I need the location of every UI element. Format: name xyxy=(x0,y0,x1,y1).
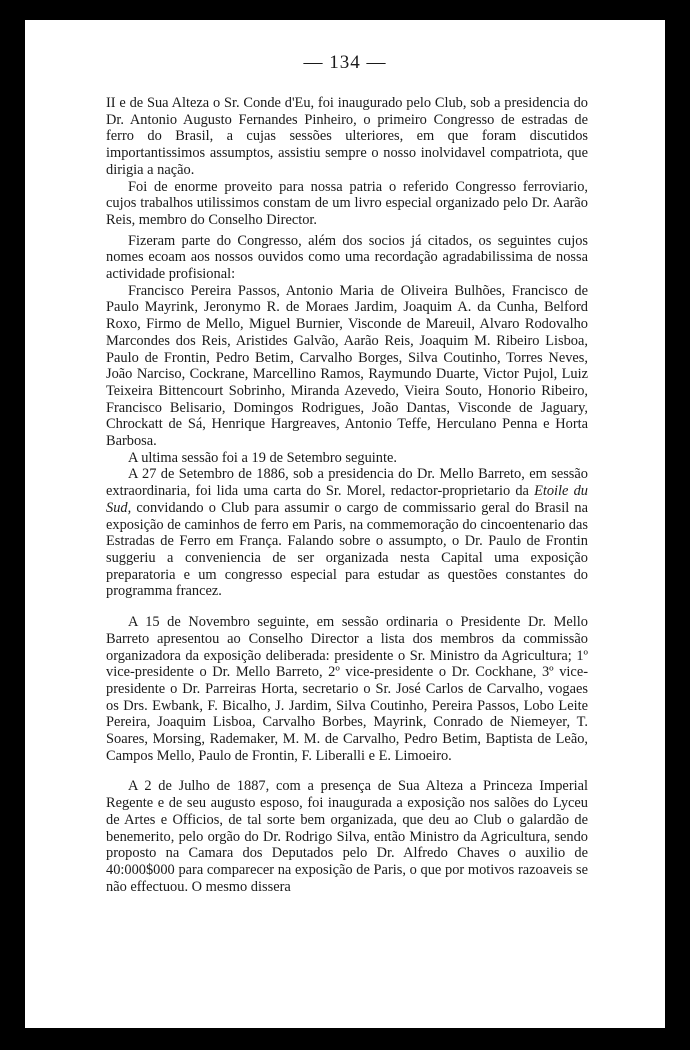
paragraph-6 xyxy=(106,466,588,600)
paragraph-3: Fizeram parte do Congresso, além dos socios já citados, os seguintes cujos nomes ecoam aos nossos ouvidos como uma recordação agradabilissima de nossa actividade profisional: xyxy=(106,232,588,283)
paragraph-6-end: convidando o Club para assumir o cargo de commissario geral do Brasil na exposição de caminhos de ferro em Paris, na commemoração do cincoentenario das Estradas de Ferro em França. Falando sobre o assumpto, o Dr. Paulo de Frontin suggeriu a conveniencia de ser organizada nesta Capital uma exposição preparatoria e um congresso especial para estudar as questões constantes do programma francez. xyxy=(106,499,588,600)
newspaper-title: Etoile du Sud, xyxy=(106,483,588,516)
paragraph-7: A 15 de Novembro seguinte, em sessão ordinaria o Presidente Dr. Mello Barreto apresentou ao Conselho Director a lista dos membros da commissão organizadora da exposição deliberada: presidente o Sr. Ministro da Agricultura; 1º vice-presidente o Dr. Mello Barreto, 2º vice-presidente o Dr. Cockhane, 3º vice-presidente o Dr. Parreiras Horta, secretario o Sr. José Carlos de Carvalho, vogaes os Drs. Ewbank, F. Bicalho, J. Jardim, Silva Coutinho, Pereira Passos, Lobo Leite Pereira, Joaquim Lisboa, Carvalho Borbes, Mayrink, Conrado de Niemeyer, T. Soares, Morsing, Rademaker, M. M. de Carvalho, Pedro Betim, Baptista de Leão, Campos Mello, Paulo de Frontin, F. Liberalli e E. Limoeiro. xyxy=(106,614,588,764)
paragraph-8: A 2 de Julho de 1887, com a presença de Sua Alteza a Princeza Imperial Regente e de seu augusto esposo, foi inaugurada a exposição nos salões do Lyceu de Artes e Officios, de tal sorte bem organizada, que deu ao Club o galardão de benemerito, pelo orgão do Dr. Rodrigo Silva, então Ministro da Agricultura, sendo proposto na Camara dos Deputados pelo Dr. Alfredo Chaves o auxilio de 40:000$000 para comparecer na exposição de Paris, o que por motivos razoaveis se não effectuou. O mesmo dissera xyxy=(106,778,588,895)
paragraph-5: A ultima sessão foi a 19 de Setembro seguinte. xyxy=(128,449,397,466)
body-text xyxy=(106,95,588,895)
paragraph-1: II e de Sua Alteza o Sr. Conde d'Eu, foi inaugurado pelo Club, sob a presidencia do Dr. Antonio Augusto Fernandes Pinheiro, o primeiro Congresso de estradas de ferro do Brasil, a cujas sessões ulteriores, em que foram discutidos importantissimos assumptos, assistiu sempre o nosso inolvidavel compatriota, que dirigia a nação. xyxy=(106,95,588,178)
paragraph-4: Francisco Pereira Passos, Antonio Maria de Oliveira Bulhões, Francisco de Paulo Mayrink, Jeronymo R. de Moraes Jardim, Joaquim A. da Cunha, Belford Roxo, Firmo de Mello, Miguel Burnier, Visconde de Mareuil, Alvaro Rodovalho Marcondes dos Reis, Aristides Galvão, Aarão Reis, Joaquim M. Ribeiro Lisboa, Paulo de Frontin, Pedro Betim, Carvalho Borges, Silva Coutinho, Torres Neves, João Narciso, Cockrane, Marcellino Ramos, Raymundo Duarte, Victor Pujol, Luiz Teixeira Bittencourt Sobrinho, Miranda Azevedo, Vieira Souto, Honorio Ribeiro, Francisco Belisario, Domingos Rodrigues, João Dantas, Visconde de Jaguary, Chrockatt de Sá, Henrique Hargreaves, Antonio Teffe, Herculano Penna e Horta Barbosa. xyxy=(106,282,588,450)
page-number: — 134 — xyxy=(303,52,387,73)
paragraph-6-start: A 27 de Setembro de 1886, sob a presidencia do Dr. Mello Barreto, em sessão extraordinaria, foi lida uma carta do Sr. Morel, redactor-proprietario da xyxy=(106,466,588,500)
book-page xyxy=(25,20,665,1028)
paragraph-2: Foi de enorme proveito para nossa patria o referido Congresso ferroviario, cujos trabalhos utilissimos constam de um livro especial organizado pelo Dr. Aarão Reis, membro do Conselho Director. xyxy=(106,178,588,228)
